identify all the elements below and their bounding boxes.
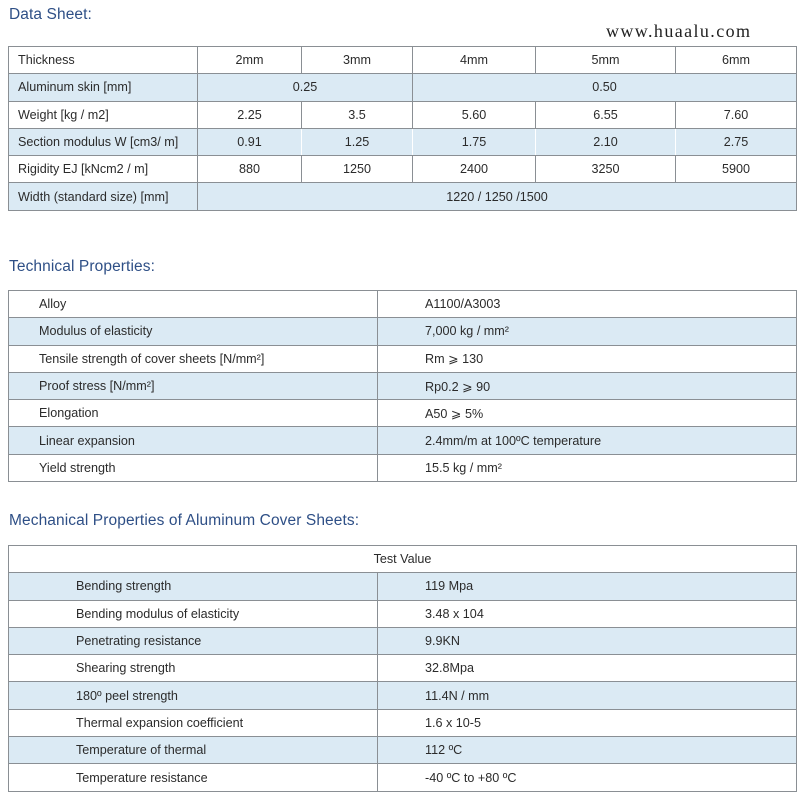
table-row — [9, 737, 797, 764]
table-cell: 2.10 — [536, 128, 676, 155]
table-row — [9, 372, 797, 399]
property-label: Alloy — [9, 291, 378, 318]
property-value: 3.48 x 104 — [378, 600, 797, 627]
technical-properties-table — [8, 290, 797, 482]
property-label: Temperature resistance — [9, 764, 378, 791]
thickness-4mm: 4mm — [413, 47, 536, 74]
table-row — [9, 345, 797, 372]
weight-label: Weight [kg / m2] — [9, 101, 198, 128]
property-value: 2.4mm/m at 100ºC temperature — [378, 427, 797, 454]
table-row — [9, 573, 797, 600]
section-modulus-label: Section modulus W [cm3/ m] — [9, 128, 198, 155]
table-cell: 3250 — [536, 156, 676, 183]
property-value: -40 ºC to +80 ºC — [378, 764, 797, 791]
table-cell: 2.75 — [676, 128, 797, 155]
property-label: Proof stress [N/mm²] — [9, 372, 378, 399]
thickness-6mm: 6mm — [676, 47, 797, 74]
property-label: Bending strength — [9, 573, 378, 600]
thickness-header: Thickness — [9, 47, 198, 74]
property-label: Yield strength — [9, 454, 378, 481]
property-label: Thermal expansion coefficient — [9, 709, 378, 736]
mechanical-properties-heading: Mechanical Properties of Aluminum Cover Sheets: — [9, 512, 360, 529]
table-cell: 3.5 — [302, 101, 413, 128]
table-row — [9, 709, 797, 736]
table-cell: 2400 — [413, 156, 536, 183]
table-cell: 7.60 — [676, 101, 797, 128]
property-label: Penetrating resistance — [9, 627, 378, 654]
data-sheet-table — [8, 46, 797, 211]
section-modulus-row — [9, 128, 797, 155]
aluminum-skin-label: Aluminum skin [mm] — [9, 74, 198, 101]
aluminum-skin-thick: 0.50 — [413, 74, 797, 101]
property-label: Temperature of thermal — [9, 737, 378, 764]
data-sheet-header-row — [9, 47, 797, 74]
width-value: 1220 / 1250 /1500 — [198, 183, 797, 210]
aluminum-skin-row — [9, 74, 797, 101]
property-label: Shearing strength — [9, 655, 378, 682]
property-label: Elongation — [9, 400, 378, 427]
table-cell: 880 — [198, 156, 302, 183]
width-label: Width (standard size) [mm] — [9, 183, 198, 210]
rigidity-row — [9, 156, 797, 183]
property-label: 180º peel strength — [9, 682, 378, 709]
table-cell: 1.75 — [413, 128, 536, 155]
property-value: 11.4N / mm — [378, 682, 797, 709]
table-row — [9, 682, 797, 709]
table-cell: 2.25 — [198, 101, 302, 128]
table-row — [9, 764, 797, 791]
table-header-row — [9, 546, 797, 573]
property-label: Bending modulus of elasticity — [9, 600, 378, 627]
watermark-url: www.huaalu.com — [606, 21, 752, 41]
table-row — [9, 291, 797, 318]
table-cell: 6.55 — [536, 101, 676, 128]
weight-row — [9, 101, 797, 128]
table-row — [9, 655, 797, 682]
property-value: Rm ⩾ 130 — [378, 345, 797, 372]
property-label: Tensile strength of cover sheets [N/mm²] — [9, 345, 378, 372]
table-cell: 5900 — [676, 156, 797, 183]
table-row — [9, 427, 797, 454]
table-cell: 0.91 — [198, 128, 302, 155]
table-row — [9, 627, 797, 654]
table-row — [9, 454, 797, 481]
property-value: 9.9KN — [378, 627, 797, 654]
table-row — [9, 400, 797, 427]
table-row — [9, 600, 797, 627]
table-cell: 1250 — [302, 156, 413, 183]
thickness-2mm: 2mm — [198, 47, 302, 74]
property-value: 15.5 kg / mm² — [378, 454, 797, 481]
property-value: 119 Mpa — [378, 573, 797, 600]
technical-properties-heading: Technical Properties: — [9, 258, 155, 275]
aluminum-skin-thin: 0.25 — [198, 74, 413, 101]
table-cell: 5.60 — [413, 101, 536, 128]
data-sheet-heading: Data Sheet: — [9, 6, 92, 23]
property-value: 7,000 kg / mm² — [378, 318, 797, 345]
property-value: 1.6 x 10-5 — [378, 709, 797, 736]
property-label: Linear expansion — [9, 427, 378, 454]
property-value: 32.8Mpa — [378, 655, 797, 682]
property-value: A50 ⩾ 5% — [378, 400, 797, 427]
table-row — [9, 318, 797, 345]
property-label: Modulus of elasticity — [9, 318, 378, 345]
property-value: 112 ºC — [378, 737, 797, 764]
property-value: Rp0.2 ⩾ 90 — [378, 372, 797, 399]
table-cell: 1.25 — [302, 128, 413, 155]
thickness-5mm: 5mm — [536, 47, 676, 74]
width-row — [9, 183, 797, 210]
thickness-3mm: 3mm — [302, 47, 413, 74]
property-value: A1100/A3003 — [378, 291, 797, 318]
rigidity-label: Rigidity EJ [kNcm2 / m] — [9, 156, 198, 183]
mechanical-properties-table — [8, 545, 797, 792]
test-value-header: Test Value — [9, 546, 797, 573]
